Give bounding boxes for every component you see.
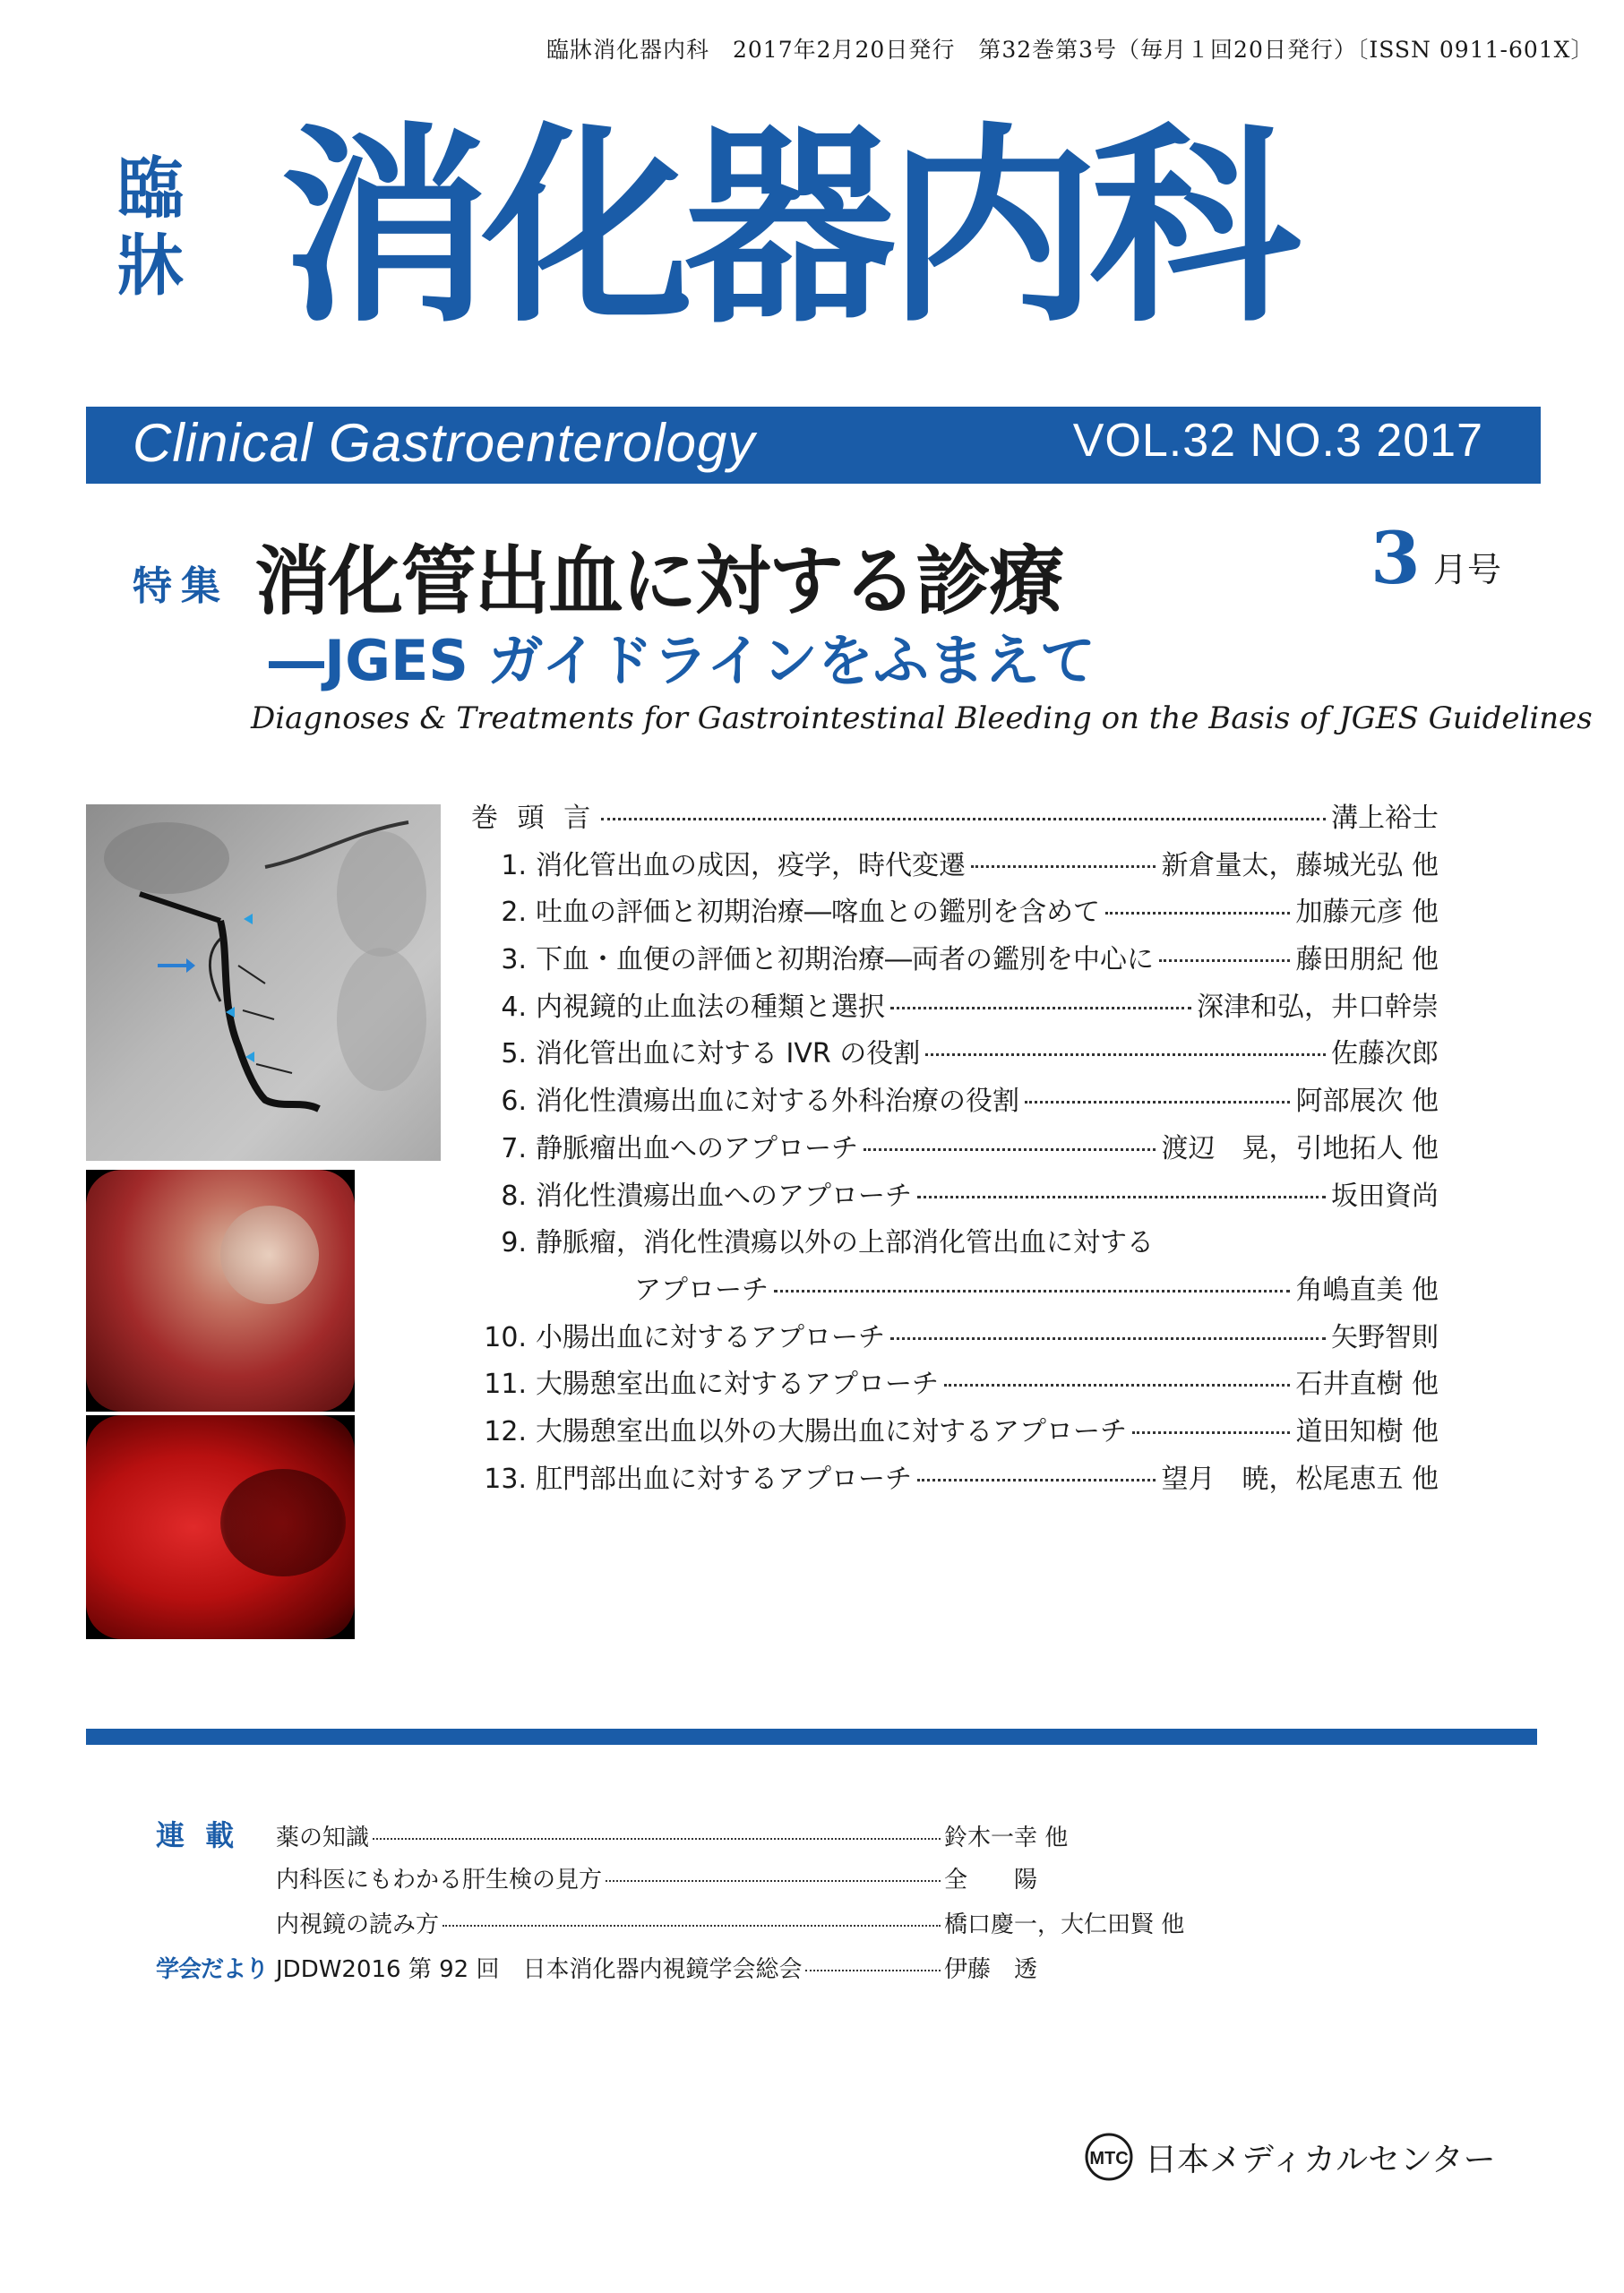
issue-info-line: 臨牀消化器内科 2017年2月20日発行 第32巻第3号（毎月１回20日発行）〔ISSN 0911-601X〕 (546, 37, 1594, 63)
toc-author: 坂田資尚 (1331, 1180, 1439, 1212)
leader-dots (864, 1148, 1156, 1151)
leader-dots (606, 1880, 941, 1882)
masthead-title: 消化器内科 (279, 105, 1293, 351)
month-number: 3 (1371, 516, 1421, 600)
leader-dots (1025, 1101, 1290, 1104)
toc-number: 9. (501, 1227, 527, 1259)
leader-dots (601, 818, 1326, 820)
series-title: JDDW2016 第 92 回 日本消化器内視鏡学会総会 (276, 1956, 803, 1983)
toc-row (471, 1173, 1439, 1221)
toc-title: 消化性潰瘍出血へのアプローチ (536, 1180, 912, 1212)
toc-title: 大腸憩室出血に対するアプローチ (536, 1369, 939, 1401)
toc-author: 藤田朋紀 他 (1295, 944, 1439, 976)
leader-dots (944, 1384, 1290, 1387)
leader-dots (1132, 1431, 1290, 1434)
series-title: 内視鏡の読み方 (276, 1911, 440, 1938)
toc-title: 吐血の評価と初期治療―喀血との鑑別を含めて (536, 897, 1100, 929)
toc-title: 肛門部出血に対するアプローチ (536, 1463, 912, 1495)
toc-number: 10. (484, 1321, 527, 1353)
series-row (156, 1902, 1213, 1947)
toc-author: 渡辺 晃，引地拓人 他 (1161, 1132, 1439, 1164)
toc-number: 4. (501, 991, 527, 1023)
toc-title: 巻 頭 言 (471, 803, 597, 834)
endoscopy-image-2 (86, 1415, 355, 1639)
toc-row (471, 1409, 1439, 1456)
toc-author: 道田知樹 他 (1295, 1415, 1439, 1447)
feature-subtitle: ―JGES ガイドラインをふまえて (269, 628, 1096, 693)
series-title: 内科医にもわかる肝生検の見方 (276, 1867, 603, 1894)
toc-title: 内視鏡的止血法の種類と選択 (536, 991, 885, 1023)
toc-title: 消化管出血の成因，疫学，時代変遷 (536, 849, 966, 881)
leader-dots (443, 1925, 941, 1927)
toc-author: 新倉量太，藤城光弘 他 (1161, 849, 1439, 881)
toc-author: 石井直樹 他 (1295, 1369, 1439, 1401)
english-title-band (86, 407, 1541, 484)
series-row (156, 1947, 1213, 1992)
toc-author: 阿部展次 他 (1295, 1086, 1439, 1118)
toc-author: 溝上裕士 (1331, 803, 1439, 834)
leader-dots (805, 1970, 941, 1971)
toc-title: 大腸憩室出血以外の大腸出血に対するアプローチ (536, 1415, 1127, 1447)
leader-dots (890, 1007, 1191, 1009)
toc-number: 13. (484, 1463, 527, 1495)
publisher (1084, 2132, 1496, 2182)
toc-title: 消化管出血に対する IVR の役割 (536, 1038, 921, 1070)
toc-row (471, 1126, 1439, 1173)
month-suffix: 月号 (1433, 550, 1502, 589)
toc-number: 2. (501, 897, 527, 929)
english-title: Clinical Gastroenterology (133, 413, 756, 473)
table-of-contents (471, 795, 1439, 1503)
leader-dots (917, 1479, 1156, 1481)
leader-dots (971, 865, 1156, 868)
toc-number: 3. (501, 944, 527, 976)
toc-author: 矢野智則 (1331, 1321, 1439, 1353)
feature-title: 消化管出血に対する診療 (254, 537, 1063, 625)
toc-number: 1. (501, 849, 527, 881)
toc-author: 深津和弘，井口幹崇 (1197, 991, 1439, 1023)
toc-author: 望月 暁，松尾恵五 他 (1161, 1463, 1439, 1495)
volume-info: VOL.32 NO.3 2017 (1072, 415, 1483, 467)
toc-number: 6. (501, 1086, 527, 1118)
leader-dots (1105, 912, 1290, 915)
toc-title: 消化性潰瘍出血に対する外科治療の役割 (536, 1086, 1019, 1118)
leader-dots (890, 1337, 1326, 1340)
toc-author: 佐藤次郎 (1331, 1038, 1439, 1070)
toc-author: 加藤元彦 他 (1295, 897, 1439, 929)
series-author: 鈴木一幸 他 (944, 1825, 1069, 1851)
toc-number: 7. (501, 1132, 527, 1164)
series-title: 薬の知識 (276, 1825, 370, 1851)
toc-number: 8. (501, 1180, 527, 1212)
series-author: 全 陽 (944, 1867, 1038, 1894)
toc-title: アプローチ (634, 1274, 769, 1306)
series-author: 伊藤 透 (944, 1956, 1038, 1983)
masthead-rinsho: 臨牀 (117, 150, 184, 305)
leader-dots (774, 1290, 1290, 1292)
series-label: 連 載 (156, 1818, 240, 1852)
toc-row (471, 843, 1439, 890)
publisher-logo-text: MTC (1089, 2149, 1129, 2168)
toc-row (471, 1456, 1439, 1504)
publisher-name: 日本メディカルセンター (1145, 2141, 1496, 2178)
publisher-logo-icon (1084, 2132, 1134, 2182)
feature-label: 特集 (133, 563, 229, 609)
toc-row (471, 984, 1439, 1032)
toc-title: 小腸出血に対するアプローチ (536, 1321, 885, 1353)
feature-english-title: Diagnoses & Treatments for Gastrointestinal Bleeding on the Basis of JGES Guidelines (251, 700, 1593, 736)
toc-title: 下血・血便の評価と初期治療―両者の鑑別を中心に (536, 944, 1154, 976)
toc-row (471, 1078, 1439, 1126)
toc-title: 静脈瘤，消化性潰瘍以外の上部消化管出血に対する (536, 1227, 1154, 1259)
toc-row (471, 1361, 1439, 1409)
toc-row (471, 889, 1439, 937)
toc-author: 角嶋直美 他 (1295, 1274, 1439, 1306)
toc-row (471, 1031, 1439, 1078)
series-row (156, 1858, 1213, 1902)
leader-dots (925, 1053, 1326, 1056)
toc-row (471, 1267, 1439, 1315)
angiography-image (86, 804, 441, 1161)
toc-row (471, 795, 1439, 843)
series-row (156, 1813, 1213, 1858)
endoscopy-image-1 (86, 1170, 355, 1412)
arrow-icon (158, 958, 195, 973)
toc-title: 静脈瘤出血へのアプローチ (536, 1132, 858, 1164)
toc-number: 5. (501, 1038, 527, 1070)
series-list (156, 1813, 1213, 1992)
series-author: 橋口慶一，大仁田賢 他 (944, 1911, 1185, 1938)
toc-row (471, 937, 1439, 984)
leader-dots (373, 1838, 941, 1840)
series-label: 学会だより (156, 1956, 269, 1983)
section-divider (86, 1729, 1537, 1745)
toc-row (471, 1315, 1439, 1362)
toc-number: 12. (484, 1415, 527, 1447)
leader-dots (917, 1196, 1326, 1198)
toc-row (471, 1220, 1439, 1267)
toc-number: 11. (484, 1369, 527, 1401)
leader-dots (1159, 959, 1290, 962)
